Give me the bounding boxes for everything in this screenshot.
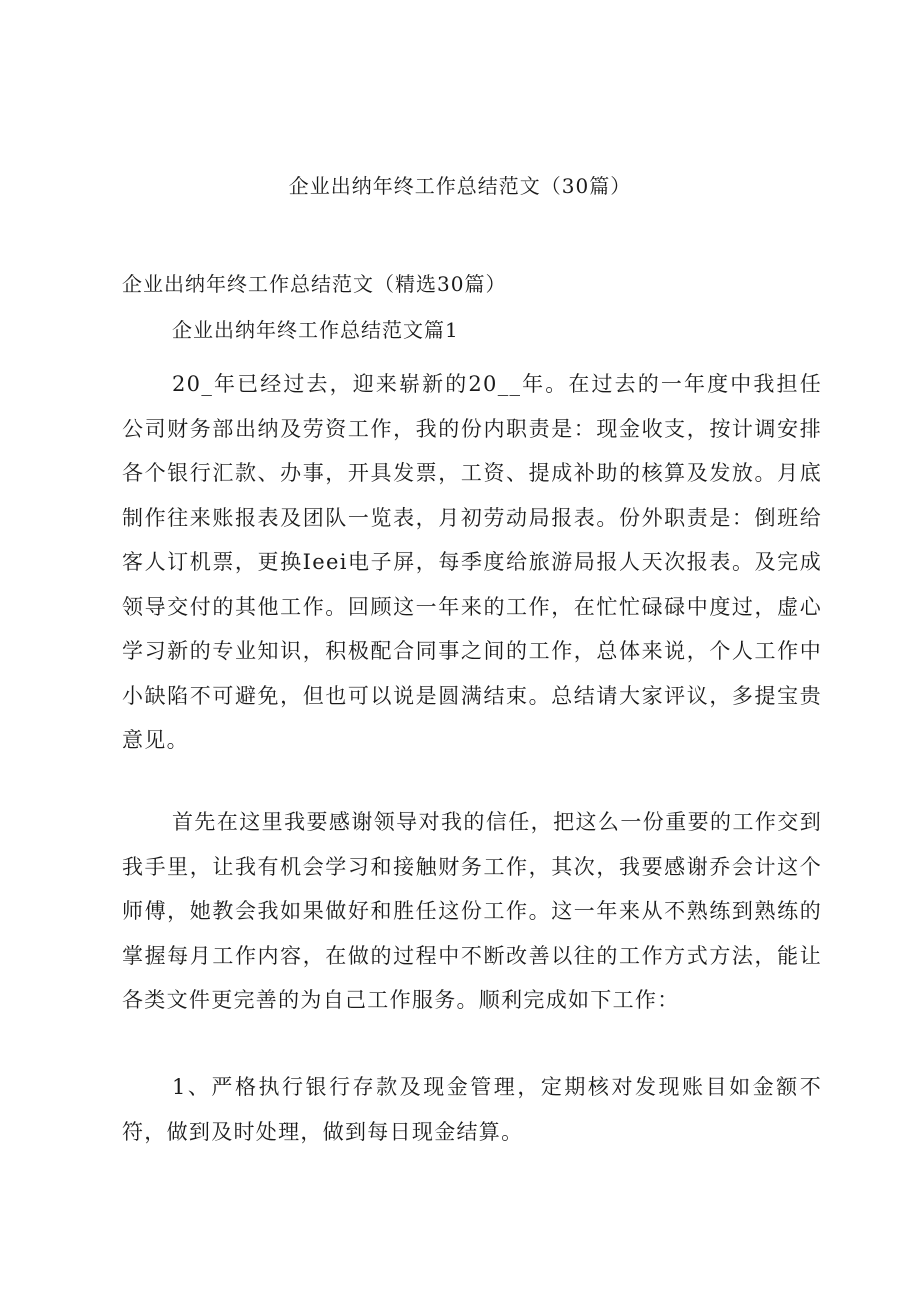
body-paragraph: 20_年已经过去，迎来崭新的20__年。在过去的一年度中我担任公司财务部出纳及劳资工作，我的份内职责是：现金收支，按计调安排各个银行汇款、办事，开具发票，工资、提成补助的核算及发放。月底制作往来账报表及团队一览表，月初劳动局报表。份外职责是：倒班给客人订机票，更换Ieei电子屏，每季度给旅游局报人天次报表。及完成领导交付的其他工作。回顾这一年来的工作，在忙忙碌碌中度过，虚心学习新的专业知识，积极配合同事之间的工作，总体来说，个人工作中小缺陷不可避免，但也可以说是圆满结束。总结请大家评议，多提宝贵意见。 bbox=[122, 372, 822, 752]
body-paragraph: 1、严格执行银行存款及现金管理，定期核对发现账目如金额不符，做到及时处理，做到每日现金结算。 bbox=[122, 1075, 822, 1144]
body-paragraph: 首先在这里我要感谢领导对我的信任，把这么一份重要的工作交到我手里，让我有机会学习和接触财务工作，其次，我要感谢乔会计这个师傅，她教会我如果做好和胜任这份工作。这一年来从不熟练到熟练的掌握每月工作内容，在做的过程中不断改善以往的工作方式方法，能让各类文件更完善的为自己工作服务。顺利完成如下工作： bbox=[122, 810, 822, 1012]
document-subtitle: 企业出纳年终工作总结范文（精选30篇） bbox=[122, 272, 507, 296]
document-title: 企业出纳年终工作总结范文（30篇） bbox=[288, 174, 632, 198]
section-heading: 企业出纳年终工作总结范文篇1 bbox=[172, 318, 459, 342]
